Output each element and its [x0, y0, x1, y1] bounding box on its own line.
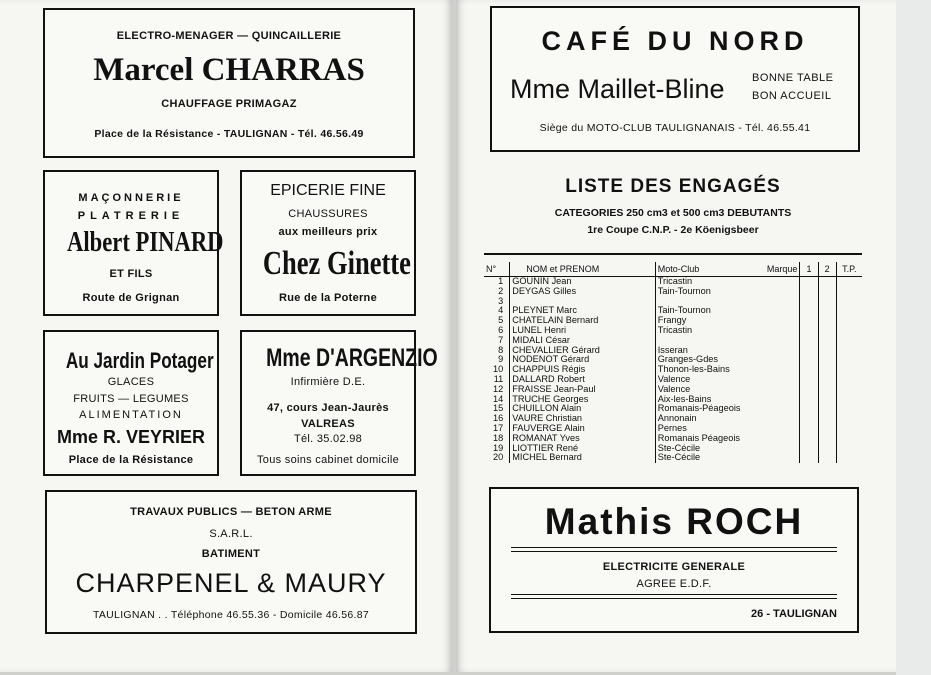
- ad-trade: ELECTRO-MENAGER — QUINCAILLERIE: [116, 30, 342, 42]
- entrant-club: Thonon-les-Bains: [655, 365, 751, 375]
- ad-form: S.A.R.L.: [209, 528, 253, 540]
- table-row: [484, 453, 862, 463]
- entrant-name: LIOTTIER René: [510, 444, 655, 454]
- ad-albert-pinard: [43, 170, 224, 316]
- entrant-club: Tain-Tournon: [655, 287, 751, 297]
- ad-subtitle: ET FILS: [109, 268, 153, 280]
- entrant-tp: [836, 297, 862, 307]
- entrant-run-2: [818, 424, 836, 434]
- entrant-run-2: [818, 453, 836, 463]
- entrant-tp: [836, 453, 862, 463]
- entrant-run-2: [818, 385, 836, 395]
- entrant-brand: [751, 434, 800, 444]
- entrant-run-2: [818, 434, 836, 444]
- entrant-run-2: [818, 336, 836, 346]
- entrant-tp: [836, 277, 862, 287]
- ad-title: Infirmière D.E.: [290, 376, 366, 388]
- entrant-number: 12: [493, 383, 504, 394]
- entrant-tp: [836, 444, 862, 454]
- entrant-club: Ste-Cécile: [655, 444, 751, 454]
- entrant-name: NODENOT Gérard: [510, 355, 655, 365]
- entrant-number: 8: [498, 344, 504, 355]
- ad-street: 47, cours Jean-Jaurès: [267, 402, 389, 414]
- entrant-run-1: [800, 326, 818, 336]
- entrant-brand: [751, 414, 800, 424]
- ad-phone: Tél. 35.02.98: [293, 433, 363, 445]
- entrant-club: Frangy: [655, 316, 751, 326]
- ad-line3: aux meilleurs prix: [278, 226, 378, 238]
- entrant-club: Tricastin: [655, 326, 751, 336]
- entrant-run-1: [800, 414, 818, 424]
- entrant-run-2: [818, 365, 836, 375]
- entrant-run-2: [818, 346, 836, 356]
- ad-name: Chez Ginette: [262, 245, 411, 282]
- entrant-name: CHATELAIN Bernard: [510, 316, 655, 326]
- entrant-number: 11: [493, 373, 504, 384]
- entrant-tp: [836, 355, 862, 365]
- entrant-name: LUNEL Henri: [510, 326, 655, 336]
- entrant-run-1: [800, 434, 818, 444]
- entrant-brand: [751, 365, 800, 375]
- entrant-number: 1: [498, 276, 504, 286]
- entrant-brand: [751, 375, 800, 385]
- entrant-run-2: [818, 395, 836, 405]
- ad-subtitle: CHAUFFAGE PRIMAGAZ: [161, 98, 297, 110]
- entrant-tp: [836, 336, 862, 346]
- entrant-club: Romanais Péageois: [655, 434, 751, 444]
- entrant-run-1: [800, 444, 818, 454]
- entrant-tp: [836, 414, 862, 424]
- entrant-brand: [751, 444, 800, 454]
- divider: [511, 594, 837, 595]
- list-top-rule: [484, 253, 862, 255]
- entrant-tp: [836, 395, 862, 405]
- entrant-run-2: [818, 355, 836, 365]
- entrant-brand: [751, 287, 800, 297]
- entrant-run-2: [818, 375, 836, 385]
- entrants-table: [484, 262, 862, 463]
- entrant-tp: [836, 434, 862, 444]
- ad-name: Marcel CHARRAS: [93, 52, 365, 88]
- entrant-tp: [836, 306, 862, 316]
- entrant-run-2: [818, 326, 836, 336]
- entrant-tp: [836, 316, 862, 326]
- col-club: Moto-Club: [655, 262, 751, 277]
- entrant-run-1: [800, 453, 818, 463]
- ad-name: Mme D'ARGENZIO: [266, 344, 438, 372]
- entrant-number: 3: [498, 295, 504, 306]
- ad-city: VALREAS: [301, 418, 355, 430]
- ad-cafe-du-nord: [490, 6, 860, 152]
- entrant-run-1: [800, 395, 818, 405]
- ad-address: Place de la Résistance: [68, 454, 194, 466]
- ad-name: Albert PINARD: [67, 226, 224, 258]
- entrant-club: Ste-Cécile: [655, 453, 751, 463]
- entrant-tp: [836, 404, 862, 414]
- entrant-name: FRAISSE Jean-Paul: [510, 385, 655, 395]
- ad-owner: Mme Maillet-Bline: [510, 74, 725, 104]
- entrant-brand: [751, 346, 800, 356]
- entrant-club: Pernes: [655, 424, 751, 434]
- col-brand: Marque: [751, 262, 800, 277]
- ad-name: Mme R. VEYRIER: [56, 427, 206, 447]
- entrant-run-1: [800, 316, 818, 326]
- entrant-brand: [751, 306, 800, 316]
- entrant-run-1: [800, 306, 818, 316]
- entrant-tp: [836, 287, 862, 297]
- entrant-brand: [751, 336, 800, 346]
- entrant-number: 20: [493, 452, 504, 463]
- ad-trade: TRAVAUX PUBLICS — BETON ARME: [130, 506, 332, 518]
- entrant-brand: [751, 277, 800, 287]
- entrant-tp: [836, 326, 862, 336]
- entrant-run-1: [800, 277, 818, 287]
- entrant-tp: [836, 385, 862, 395]
- ad-line2: CHAUSSURES: [288, 208, 368, 220]
- entrant-name: CHUILLON Alain: [510, 404, 655, 414]
- ad-charpenel-maury: [45, 490, 417, 634]
- entrant-number: 15: [493, 403, 504, 414]
- ad-tag-bonne-table: BONNE TABLE: [752, 72, 834, 84]
- ad-tag-bon-accueil: BON ACCUEIL: [752, 90, 832, 102]
- ad-address: Route de Grignan: [82, 292, 180, 304]
- ad-address: 26 - TAULIGNAN: [751, 608, 837, 620]
- entrant-number: 17: [493, 422, 504, 433]
- entrant-name: MIDALI César: [510, 336, 655, 346]
- list-title: LISTE DES ENGAGÉS: [565, 176, 781, 197]
- entrant-name: FAUVERGE Alain: [510, 424, 655, 434]
- ad-address: Rue de la Poterne: [278, 292, 377, 304]
- entrant-run-1: [800, 287, 818, 297]
- entrant-number: 2: [498, 285, 504, 296]
- entrant-run-2: [818, 306, 836, 316]
- scan-background: [896, 0, 931, 675]
- entrant-name: CHEVALLIER Gérard: [510, 346, 655, 356]
- col-name: NOM et PRENOM: [510, 262, 655, 277]
- entrant-club: Tain-Tournon: [655, 306, 751, 316]
- ad-name: CAFÉ DU NORD: [541, 26, 809, 56]
- ad-contact: TAULIGNAN . . Téléphone 46.55.36 - Domicile 46.56.87: [92, 609, 370, 621]
- entrant-run-2: [818, 277, 836, 287]
- entrant-brand: [751, 326, 800, 336]
- table-header-row: [484, 262, 862, 277]
- entrant-run-1: [800, 355, 818, 365]
- divider: [511, 551, 837, 552]
- ad-seat: Siège du MOTO-CLUB TAULIGNANAIS - Tél. 46.55.41: [539, 122, 811, 134]
- entrant-run-2: [818, 316, 836, 326]
- entrant-run-2: [818, 414, 836, 424]
- entrant-brand: [751, 404, 800, 414]
- entrant-run-1: [800, 336, 818, 346]
- ad-name: Mathis ROCH: [544, 501, 804, 542]
- entrant-name: GOUNIN Jean: [510, 277, 655, 287]
- entrant-club: Tricastin: [655, 277, 751, 287]
- entrant-tp: [836, 346, 862, 356]
- ad-chez-ginette: [240, 170, 416, 316]
- entrant-club: Aix-les-Bains: [655, 395, 751, 405]
- ad-line2: AGREE E.D.F.: [636, 578, 712, 590]
- entrant-run-1: [800, 346, 818, 356]
- entrant-tp: [836, 365, 862, 375]
- list-cup: 1re Coupe C.N.P. - 2e Köenigsbeer: [587, 224, 759, 236]
- entrant-brand: [751, 355, 800, 365]
- ad-mathis-roch: [489, 487, 859, 633]
- entrant-number: 10: [493, 364, 504, 375]
- ad-mme-dargenzio: [240, 330, 438, 476]
- entrant-tp: [836, 375, 862, 385]
- ad-line3: ALIMENTATION: [79, 409, 183, 421]
- entrant-run-2: [818, 297, 836, 307]
- entrant-club: Valence: [655, 385, 751, 395]
- col-tp: T.P.: [836, 262, 862, 277]
- ad-line1: EPICERIE FINE: [270, 182, 386, 199]
- ad-title: Au Jardin Potager: [65, 348, 214, 373]
- entrant-club: Granges-Gdes: [655, 355, 751, 365]
- entrant-run-1: [800, 404, 818, 414]
- col-number: N°: [484, 262, 510, 277]
- ad-line1: ELECTRICITE GENERALE: [602, 561, 746, 573]
- ad-au-jardin-potager: [43, 330, 219, 476]
- entrant-run-2: [818, 404, 836, 414]
- ad-note: Tous soins cabinet domicile: [256, 454, 399, 466]
- entrant-name: MICHEL Bernard: [510, 453, 655, 463]
- entrant-run-2: [818, 287, 836, 297]
- entrant-club: Annonain: [655, 414, 751, 424]
- entrant-run-2: [818, 444, 836, 454]
- entrant-run-1: [800, 375, 818, 385]
- entrant-brand: [751, 424, 800, 434]
- table-row: [484, 287, 862, 297]
- entrant-number: 16: [493, 413, 504, 424]
- col-run-1: 1: [800, 262, 818, 277]
- entrant-run-1: [800, 424, 818, 434]
- entrant-name: VAURE Christian: [510, 414, 655, 424]
- entrant-brand: [751, 385, 800, 395]
- entrant-club: Romanais-Péageois: [655, 404, 751, 414]
- ad-address: Place de la Résistance - TAULIGNAN - Tél. 46.56.49: [94, 128, 364, 140]
- ad-sector: BATIMENT: [201, 548, 261, 560]
- entrant-club: Isseran: [655, 346, 751, 356]
- entrant-brand: [751, 297, 800, 307]
- entrant-number: 6: [498, 324, 504, 335]
- entrant-number: 9: [498, 354, 504, 365]
- entrant-number: 7: [498, 334, 504, 345]
- entrant-name: DALLARD Robert: [510, 375, 655, 385]
- entrant-brand: [751, 316, 800, 326]
- entrant-run-1: [800, 365, 818, 375]
- entrant-run-1: [800, 297, 818, 307]
- divider: [511, 547, 837, 548]
- entrant-name: PLEYNET Marc: [510, 306, 655, 316]
- list-subtitle: CATEGORIES 250 cm3 et 500 cm3 DEBUTANTS: [554, 207, 792, 219]
- ad-line1: GLACES: [107, 376, 155, 388]
- entrant-tp: [836, 424, 862, 434]
- ad-marcel-charras: [43, 8, 415, 158]
- entrant-brand: [751, 453, 800, 463]
- entrant-club: Valence: [655, 375, 751, 385]
- entrant-number: 14: [493, 393, 504, 404]
- entrant-name: ROMANAT Yves: [510, 434, 655, 444]
- col-run-2: 2: [818, 262, 836, 277]
- entrants-list: [484, 160, 862, 470]
- ad-line2: PLATRERIE: [77, 210, 185, 222]
- ad-line2: FRUITS — LEGUMES: [73, 393, 189, 405]
- divider: [511, 598, 837, 599]
- entrant-number: 4: [498, 305, 504, 316]
- entrant-name: CHAPPUIS Régis: [510, 365, 655, 375]
- entrant-number: 19: [493, 442, 504, 453]
- ad-name: CHARPENEL & MAURY: [75, 568, 387, 598]
- entrant-run-1: [800, 385, 818, 395]
- entrant-name: DEYGAS Gilles: [510, 287, 655, 297]
- entrant-number: 18: [493, 432, 504, 443]
- ad-line1: MAÇONNERIE: [78, 192, 184, 204]
- entrant-number: 5: [498, 315, 504, 326]
- entrant-name: TRUCHE Georges: [510, 395, 655, 405]
- entrant-brand: [751, 395, 800, 405]
